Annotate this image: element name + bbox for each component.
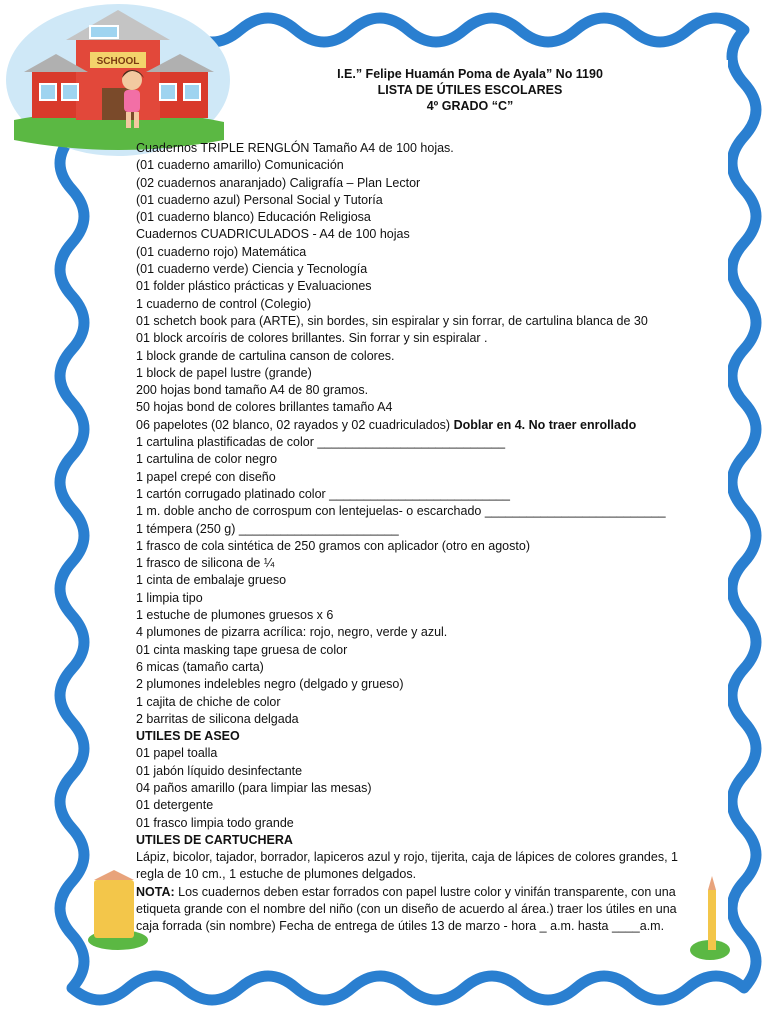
- list-item: 1 cartulina plastificadas de color ___________________________: [136, 435, 506, 450]
- list-item: (01 cuaderno rojo) Matemática: [136, 244, 307, 259]
- list-item: Cuadernos TRIPLE RENGLÓN Tamaño A4 de 100 hojas.: [136, 141, 454, 155]
- list-item: 2 barritas de silicona delgada: [136, 711, 299, 726]
- list-item: 1 cartulina de color negro: [136, 452, 278, 467]
- list-item: 2 plumones indelebles negro (delgado y grueso): [136, 677, 404, 692]
- list-item: 1 témpera (250 g) _______________________: [136, 521, 399, 536]
- cartuchera-heading: UTILES DE CARTUCHERA: [136, 832, 293, 847]
- list-item: (01 cuaderno verde) Ciencia y Tecnología: [136, 262, 368, 277]
- list-item: 01 cinta masking tape gruesa de color: [136, 642, 348, 657]
- list-item: 6 micas (tamaño carta): [136, 659, 264, 674]
- list-title: LISTA DE ÚTILES ESCOLARES: [377, 83, 563, 97]
- list-item: 01 folder plástico prácticas y Evaluaciones: [136, 279, 372, 294]
- list-item: (01 cuaderno azul) Personal Social y Tutoría: [136, 192, 383, 207]
- school-sign-text: SCHOOL: [96, 56, 140, 67]
- list-item: (01 cuaderno blanco) Educación Religiosa: [136, 210, 371, 225]
- list-item: 01 jabón líquido desinfectante: [136, 763, 303, 778]
- list-item: 01 papel toalla: [136, 746, 218, 761]
- list-item: 1 cuaderno de control (Colegio): [136, 296, 312, 311]
- list-item: 50 hojas bond de colores brillantes tamaño A4: [136, 400, 393, 415]
- list-item: 200 hojas bond tamaño A4 de 80 gramos.: [136, 383, 369, 398]
- nota-label: NOTA:: [136, 884, 175, 899]
- list-item: Cuadernos CUADRICULADOS - A4 de 100 hojas: [136, 227, 410, 242]
- nota-paragraph: [136, 884, 696, 936]
- list-item: 1 frasco de cola sintética de 250 gramos con aplicador (otro en agosto): [136, 538, 530, 553]
- nota-text: Los cuadernos deben estar forrados con papel lustre color y vinifán transparente, con una etiqueta grande con el nombre del niño (con un diseño de acuerdo al área.) traer los útiles en una caja forrada (sin nombre) Fecha de entrega de útiles 13 de marzo - hora _ a.m. hasta ____a.m.: [136, 884, 677, 934]
- list-item: 1 estuche de plumones gruesos x 6: [136, 608, 334, 623]
- list-item: 1 cinta de embalaje grueso: [136, 573, 287, 588]
- papelotes-note: Doblar en 4. No traer enrollado: [453, 417, 637, 432]
- list-item: 01 detergente: [136, 798, 214, 813]
- papelotes-text: 06 papelotes (02 blanco, 02 rayados y 02 cuadriculados): [136, 417, 454, 432]
- list-item: 4 plumones de pizarra acrílica: rojo, negro, verde y azul.: [136, 625, 448, 640]
- supplies-list: [136, 140, 696, 936]
- aseo-heading: UTILES DE ASEO: [136, 729, 240, 744]
- list-item: 01 block arcoíris de colores brillantes. Sin forrar y sin espiralar .: [136, 331, 488, 346]
- list-item: 01 schetch book para (ARTE), sin bordes, sin espiralar y sin forrar, de cartulina blanca de 30: [136, 313, 648, 328]
- list-item: (02 cuadernos anaranjado) Caligrafía – Plan Lector: [136, 175, 421, 190]
- school-illustration: [4, 0, 232, 158]
- school-name: I.E.” Felipe Huamán Poma de Ayala” No 1190: [337, 67, 603, 81]
- list-item: 1 papel crepé con diseño: [136, 469, 276, 484]
- grade-label: 4º GRADO “C”: [426, 99, 514, 113]
- list-item: 1 block grande de cartulina canson de colores.: [136, 348, 395, 363]
- list-item: 04 paños amarillo (para limpiar las mesas): [136, 780, 372, 795]
- list-item: (01 cuaderno amarillo) Comunicación: [136, 158, 344, 173]
- list-item: 01 frasco limpia todo grande: [136, 815, 294, 830]
- list-item: 1 cartón corrugado platinado color __________________________: [136, 486, 510, 501]
- document-header: [250, 66, 690, 114]
- list-item: 1 limpia tipo: [136, 590, 203, 605]
- list-item: [136, 417, 696, 434]
- cartuchera-text: Lápiz, bicolor, tajador, borrador, lapiceros azul y rojo, tijerita, caja de lápices de colores grandes, 1 regla de 10 cm., 1 estuche de plumones delgados.: [136, 850, 678, 882]
- list-item: 1 block de papel lustre (grande): [136, 365, 312, 380]
- list-item: 1 cajita de chiche de color: [136, 694, 281, 709]
- list-item: 1 m. doble ancho de corrospum con lentejuelas- o escarchado __________________________: [136, 504, 666, 519]
- list-item: 1 frasco de silicona de ¼: [136, 556, 275, 571]
